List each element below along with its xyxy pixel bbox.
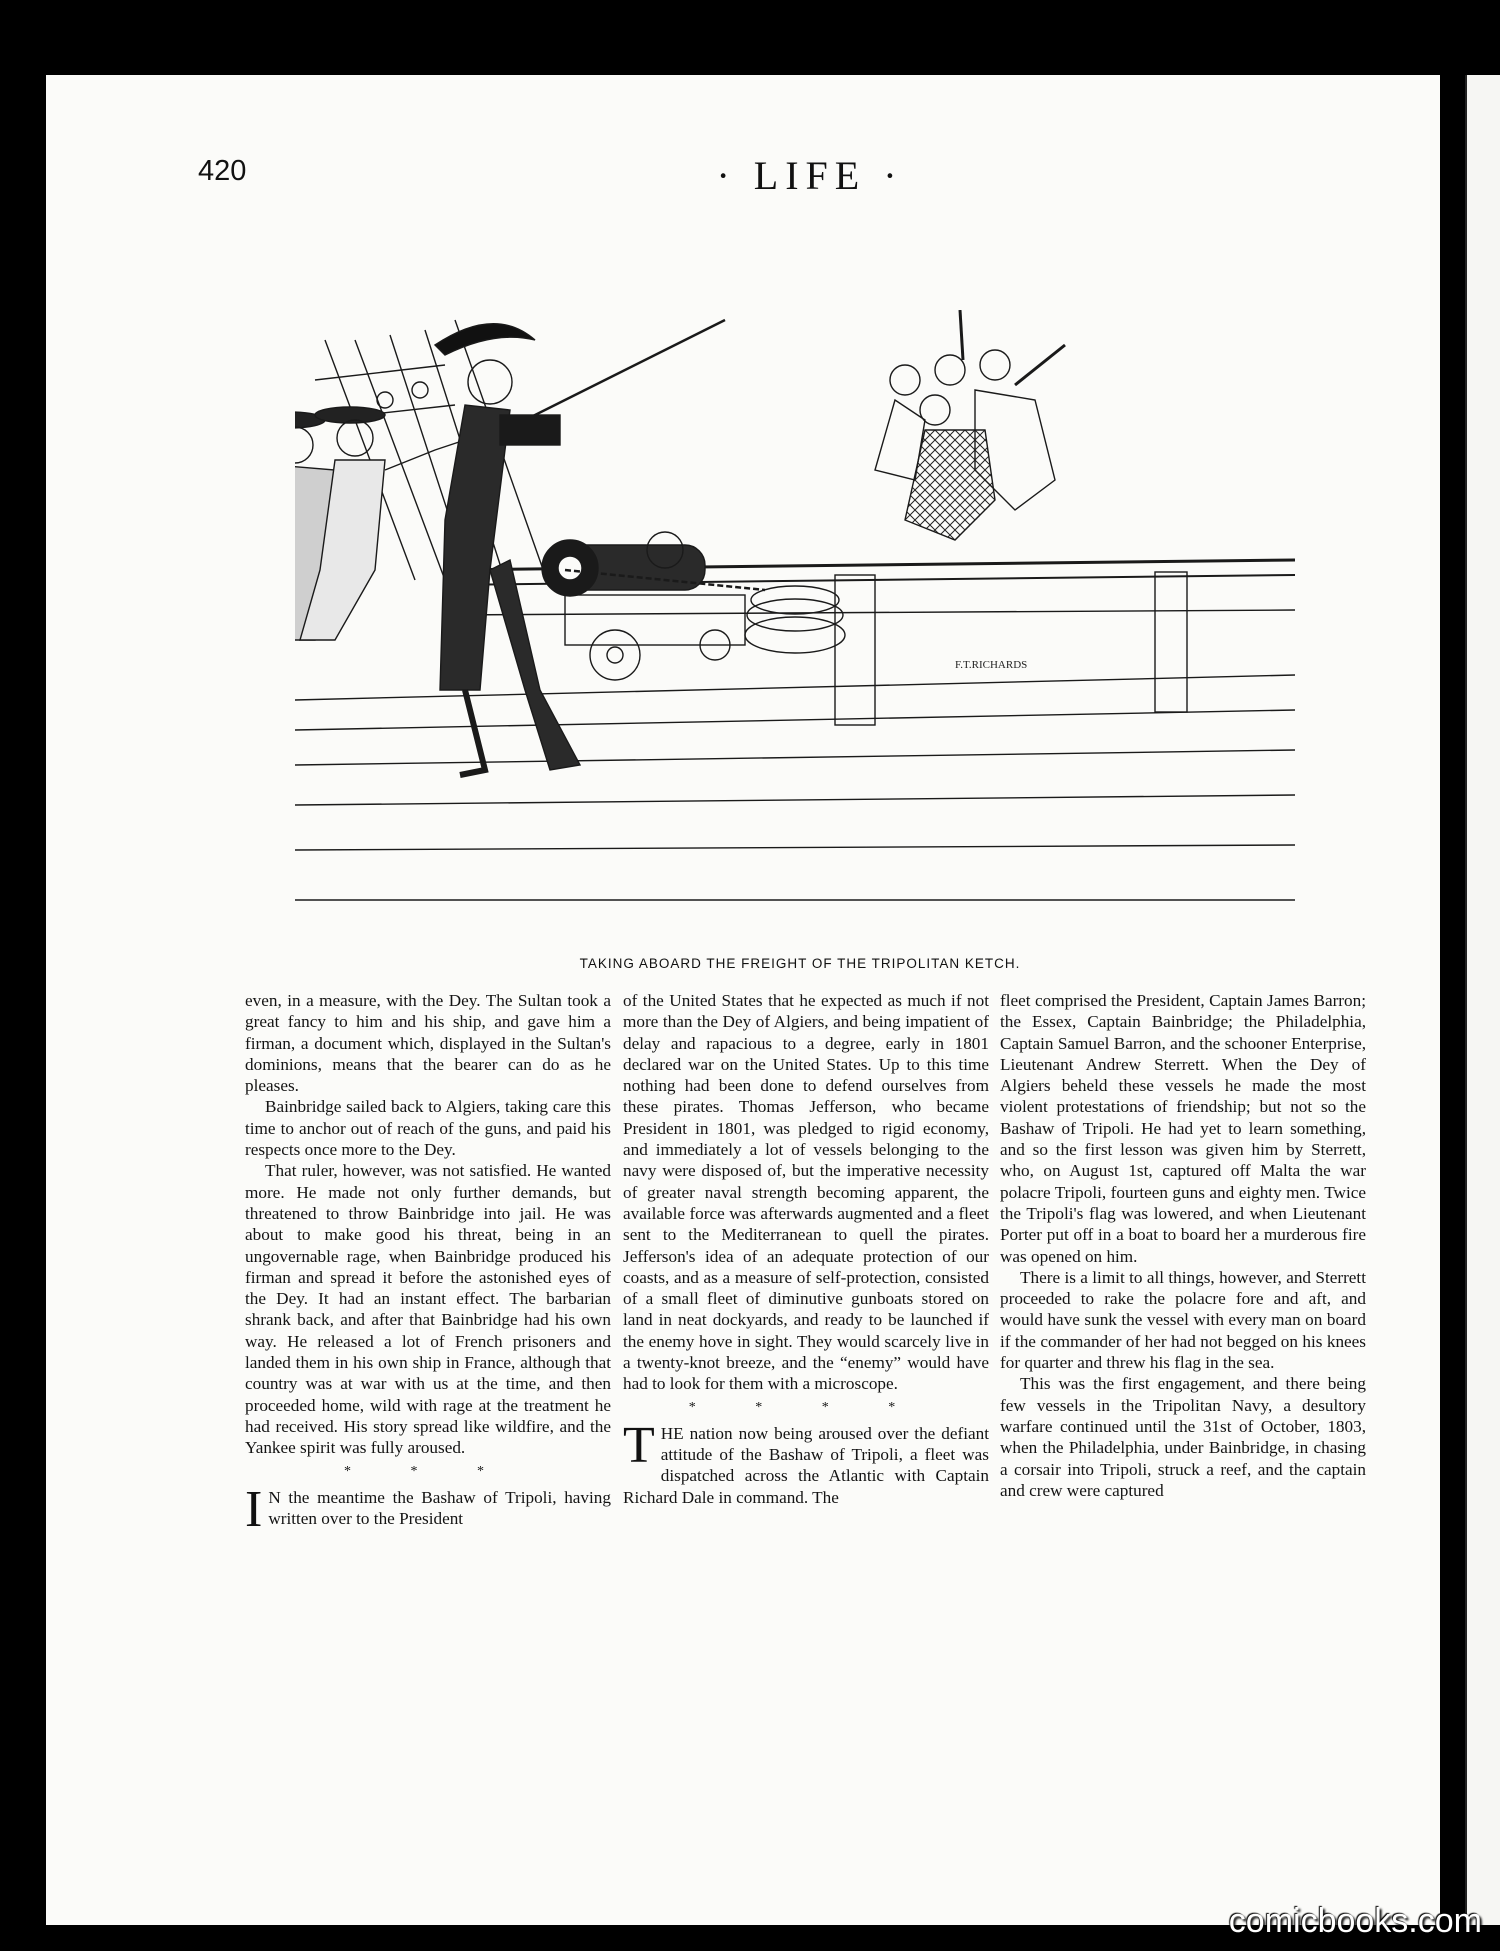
adjacent-page-edge xyxy=(1465,75,1500,1925)
paragraph: That ruler, however, was not satisfied. He wanted more. He made not only further demands, but threatened to throw Bainbridge into jail. He was about to make good his threat, being in an ungovernable rage, when Bainbridge produced his firman and spread it before the astonished eyes of the Dey. It had an instant effect. The barbarian shrank back, and after that Bainbridge had his own way. He released a lot of French prisoners and landed them in his own ship in France, although that country was at war with us at the time, and then proceeded home, wild with rage at the treatment he had received. His story spread like wildfire, and the Yankee spirit was fully aroused. xyxy=(245,1161,611,1458)
masthead-title: · LIFE · xyxy=(716,153,904,198)
section-separator: * * * * xyxy=(688,1399,924,1415)
artist-signature: F.T.RICHARDS xyxy=(955,659,1028,671)
paragraph xyxy=(245,1480,611,1538)
drop-cap: I xyxy=(245,1480,263,1538)
paragraph-text: N the meantime the Bashaw of Tripoli, having written over to the President xyxy=(268,1487,611,1528)
deck-illustration xyxy=(295,310,1295,950)
paragraph-text: HE nation now being aroused over the defiant attitude of the Bashaw of Tripoli, a fleet was dispatched across the Atlantic with Captain Richard Dale in command. The xyxy=(623,1423,989,1507)
paragraph: This was the first engagement, and there being few vessels in the Tripolitan Navy, a desultory warfare continued until the 31st of October, 1803, when the Philadelphia, under Bainbridge, in chasing a corsair into Tripoli, struck a reef, and the captain and crew were captured xyxy=(1000,1374,1366,1500)
watermark: comicbooks.com xyxy=(1228,1902,1482,1940)
cannon xyxy=(542,532,745,680)
paragraph: fleet comprised the President, Captain James Barron; the Essex, Captain Bainbridge; the Philadelphia, Captain Samuel Barron, and the schooner Enterprise, Lieutenant Andrew Sterrett. When the Dey of Algiers beheld these vessels he made the most violent protestations of friendship; but not so the Bashaw of Tripoli. He had yet to learn something, and so the first lesson was given him by Sterrett, who, on August 1st, captured off Malta the war polacre Tripoli, fourteen guns and eighty men. Twice the Tripoli's flag was lowered, and when Lieutenant Porter put off in a boat to board her a murderous fire was opened on him. xyxy=(1000,991,1366,1266)
illustration-caption: TAKING ABOARD THE FREIGHT OF THE TRIPOLITAN KETCH. xyxy=(579,956,1021,971)
paragraph: even, in a measure, with the Dey. The Sultan took a great fancy to him and his ship, and gave him a firman, a document which, displayed in the Sultan's dominions, means that the bearer can do as he pleases. xyxy=(245,991,611,1096)
dancing-children xyxy=(875,310,1065,540)
deck-planks xyxy=(295,675,1295,900)
text-column-2 xyxy=(623,990,989,1508)
paragraph: of the United States that he expected as much if not more than the Dey of Algiers, and being impatient of delay and rapacious to a degree, early in 1801 declared war on the United States. Up to this time nothing had been done to defend ourselves from these pirates. Thomas Jefferson, who became President in 1801, was pledged to rigid economy, and immediately a lot of vessels belonging to the navy were disposed of, but the imperative necessity of greater naval strength becoming apparent, the available force was afterwards augmented and a fleet sent to the Mediterranean to quell the pirates. Jefferson's idea of an adequate protection of our coasts, and as a measure of self-protection, consisted of a small fleet of diminutive gunboats stored on land in neat dockyards, and ready to be launched if the enemy hove in sight. They would scarcely live in a twenty-knot breeze, and the “enemy” would have had to look for them with a microscope. xyxy=(623,991,989,1394)
paragraph: Bainbridge sailed back to Algiers, taking care this time to anchor out of reach of the guns, and paid his respects once more to the Dey. xyxy=(245,1097,611,1160)
paragraph: There is a limit to all things, however, and Sterrett proceeded to rake the polacre fore and aft, and would have sunk the vessel with every man on board if the commander of her had not begged on his knees for quarter and threw his flag in the sea. xyxy=(1000,1267,1366,1373)
text-column-3 xyxy=(1000,990,1366,1501)
page-number: 420 xyxy=(198,155,247,187)
paragraph xyxy=(623,1416,989,1508)
text-column-1 xyxy=(245,990,611,1538)
tow-rope xyxy=(505,320,725,430)
rope-coil xyxy=(745,617,845,653)
section-separator: * * * xyxy=(344,1463,512,1479)
drop-cap: T xyxy=(623,1416,655,1474)
